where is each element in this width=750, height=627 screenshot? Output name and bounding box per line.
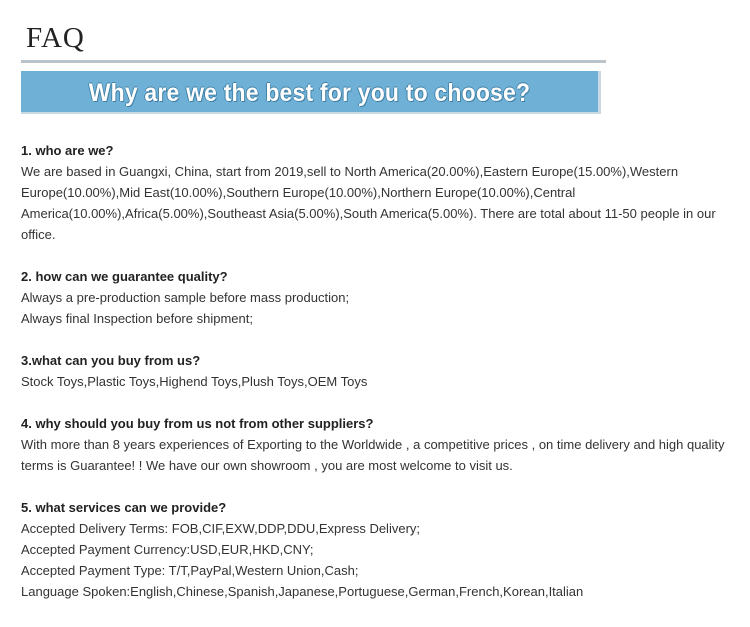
faq-answer: With more than 8 years experiences of Exporting to the Worldwide , a competitive prices , on time delivery and high quality terms is Guarantee! ! We have our own showroom , you are most welcome to visit us. bbox=[21, 437, 725, 473]
faq-item-quality bbox=[21, 266, 749, 329]
faq-question: 5. what services can we provide? bbox=[21, 500, 227, 515]
faq-answer: Always final Inspection before shipment; bbox=[21, 311, 253, 326]
faq-item-who-are-we bbox=[21, 140, 749, 245]
faq-list bbox=[21, 140, 749, 623]
faq-answer: Accepted Delivery Terms: FOB,CIF,EXW,DDP,DDU,Express Delivery; bbox=[21, 521, 421, 536]
page-title: FAQ bbox=[26, 22, 85, 54]
banner bbox=[21, 71, 601, 114]
faq-question: 3.what can you buy from us? bbox=[21, 353, 201, 368]
faq-answer: Always a pre-production sample before mass production; bbox=[21, 290, 350, 305]
faq-answer: Accepted Payment Currency:USD,EUR,HKD,CNY; bbox=[21, 542, 314, 557]
banner-heading: Why are we the best for you to choose? bbox=[88, 79, 531, 107]
faq-item-services bbox=[21, 497, 749, 602]
faq-question: 2. how can we guarantee quality? bbox=[21, 269, 228, 284]
faq-answer: Stock Toys,Plastic Toys,Highend Toys,Plush Toys,OEM Toys bbox=[21, 374, 368, 389]
title-divider bbox=[21, 60, 606, 63]
faq-item-why-us bbox=[21, 413, 749, 476]
faq-answer: Accepted Payment Type: T/T,PayPal,Western Union,Cash; bbox=[21, 563, 359, 578]
faq-question: 4. why should you buy from us not from other suppliers? bbox=[21, 416, 374, 431]
faq-question: 1. who are we? bbox=[21, 143, 114, 158]
faq-item-products bbox=[21, 350, 749, 392]
faq-answer: We are based in Guangxi, China, start from 2019,sell to North America(20.00%),Eastern Europe(15.00%),Western Europe(10.00%),Mid East(10.00%),Southern Europe(10.00%),Northern Europe(10.00%),Central America(10.00%),Africa(5.00%),Southeast Asia(5.00%),South America(5.00%). There are total about 11-50 people in our office. bbox=[21, 164, 716, 242]
faq-answer: Language Spoken:English,Chinese,Spanish,Japanese,Portuguese,German,French,Korean,Italian bbox=[21, 584, 584, 599]
